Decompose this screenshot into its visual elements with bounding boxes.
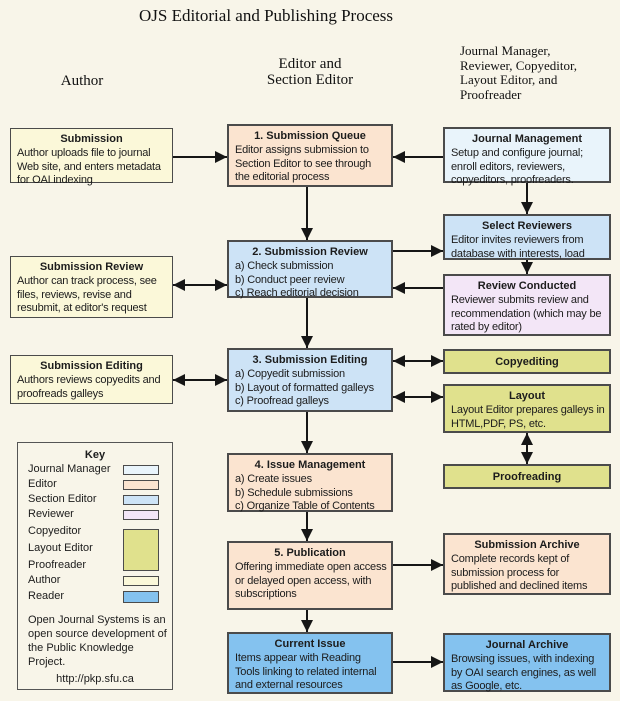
- node-title: 3. Submission Editing: [252, 354, 368, 366]
- node-title: Proofreading: [492, 471, 562, 483]
- node-proofreading: [443, 464, 611, 489]
- column-header-editor-line2: Section Editor: [266, 72, 354, 88]
- node-submission-review: [227, 240, 393, 298]
- node-title: Layout: [508, 390, 546, 402]
- node-body: [229, 368, 391, 409]
- node-body: Author can track process, see files, reviews, revise and resubmit, at editor's request: [17, 275, 157, 314]
- diagram-title: OJS Editorial and Publishing Process: [138, 6, 394, 25]
- node-review-conducted: [443, 274, 611, 336]
- column-header-roles-line2: Reviewer, Copyeditor,: [460, 57, 578, 73]
- node-journal-management: [443, 127, 611, 186]
- legend-swatch-section-editor: [123, 495, 159, 505]
- column-header-editor-line1: Editor and: [278, 56, 342, 72]
- legend-label-author: Author: [28, 574, 61, 586]
- node-current-issue: [227, 632, 393, 694]
- node-body: Complete records kept of submission process for published and declined items: [451, 553, 588, 592]
- node-title: Submission Archive: [474, 539, 580, 551]
- node-author-submission-review: [10, 256, 173, 318]
- node-journal-archive: [443, 633, 611, 692]
- node-body-line: a) Check submission: [235, 260, 334, 272]
- legend-note: Open Journal Systems is an open source development of the Public Knowledge Project.: [28, 614, 167, 668]
- node-body: Authors reviews copyedits and proofreads galleys: [17, 374, 161, 400]
- node-title: 1. Submission Queue: [254, 130, 366, 142]
- legend-swatch-editor: [123, 480, 159, 490]
- node-submission-queue: [227, 124, 393, 187]
- node-title: Review Conducted: [477, 280, 577, 292]
- node-body: [229, 260, 391, 301]
- legend-label-editor: Editor: [28, 478, 57, 490]
- legend-swatch-reader: [123, 591, 159, 603]
- node-body: Author uploads file to journal Web site, and enters metadata for OAI indexing: [17, 147, 161, 186]
- node-title: Submission Review: [39, 261, 144, 273]
- node-body-line: a) Create issues: [235, 473, 312, 485]
- node-body-line: c) Organize Table of Contents: [235, 500, 375, 512]
- column-header-editor: [227, 56, 393, 88]
- node-body: Setup and configure journal; enroll editors, reviewers, copyeditors, proofreaders.: [451, 147, 583, 186]
- legend-swatch-reviewer: [123, 510, 159, 520]
- node-submission-editing: [227, 348, 393, 412]
- legend-label-proofreader: Proofreader: [28, 559, 87, 571]
- node-title: Submission Editing: [40, 360, 143, 372]
- legend-label-section-editor: Section Editor: [28, 493, 97, 505]
- legend-swatch-author: [123, 576, 159, 586]
- node-select-reviewers: [443, 214, 611, 260]
- node-issue-management: [227, 453, 393, 512]
- node-author-submission-editing: [10, 355, 173, 404]
- legend-swatch-copyeditor-layout-proofreader: [123, 529, 159, 571]
- node-body: Offering immediate open access or delayed open access, with subscriptions: [235, 561, 387, 600]
- node-title: Current Issue: [274, 638, 346, 650]
- node-body-line: c) Reach editorial decision: [235, 287, 359, 299]
- node-copyediting: [443, 349, 611, 374]
- node-body-line: c) Proofread galleys: [235, 395, 329, 407]
- node-body-line: b) Conduct peer review: [235, 273, 345, 286]
- node-submission: [10, 128, 173, 186]
- node-layout: [443, 384, 611, 433]
- node-body-line: b) Layout of formatted galleys: [235, 381, 374, 394]
- legend-label-reader: Reader: [28, 590, 65, 602]
- column-header-roles-line1: Journal Manager,: [460, 43, 551, 58]
- node-body: Browsing issues, with indexing by OAI search engines, as well as Google, etc.: [451, 653, 597, 692]
- node-title: 4. Issue Management: [254, 459, 366, 471]
- node-submission-archive: [443, 533, 611, 595]
- node-title: Copyediting: [495, 356, 559, 368]
- legend-title: Key: [84, 449, 106, 461]
- column-header-roles-line4: Proofreader: [460, 86, 522, 102]
- column-header-author: Author: [60, 73, 104, 89]
- node-body: [229, 473, 391, 514]
- legend-label-journal-manager: Journal Manager: [28, 463, 111, 475]
- column-header-roles: [460, 44, 612, 102]
- node-title: Journal Management: [471, 133, 583, 145]
- node-publication: [227, 541, 393, 610]
- node-body: Layout Editor prepares galleys in HTML,PDF, PS, etc.: [451, 404, 605, 430]
- node-title: 5. Publication: [274, 547, 346, 559]
- legend-url: http://pkp.sfu.ca: [56, 673, 134, 685]
- legend-label-copyeditor: Copyeditor: [28, 525, 82, 537]
- node-title: Select Reviewers: [482, 220, 572, 232]
- node-title: Submission: [60, 133, 123, 145]
- node-body: Editor assigns submission to Section Editor to see through the editorial process: [235, 144, 372, 183]
- column-header-roles-line3: Layout Editor, and: [460, 72, 558, 87]
- node-title: Journal Archive: [485, 639, 569, 651]
- legend: [17, 442, 173, 690]
- legend-swatch-journal-manager: [123, 465, 159, 475]
- legend-label-layout-editor: Layout Editor: [28, 542, 93, 554]
- node-body-line: b) Schedule submissions: [235, 486, 353, 499]
- node-body: Editor invites reviewers from database with interests, load: [451, 234, 585, 260]
- node-body: Items appear with Reading Tools linking to related internal and external resources: [235, 652, 377, 691]
- node-title: 2. Submission Review: [252, 246, 368, 258]
- node-body-line: a) Copyedit submission: [235, 368, 345, 380]
- legend-label-reviewer: Reviewer: [28, 508, 74, 520]
- node-body: Reviewer submits review and recommendation (which may be rated by editor): [451, 294, 602, 333]
